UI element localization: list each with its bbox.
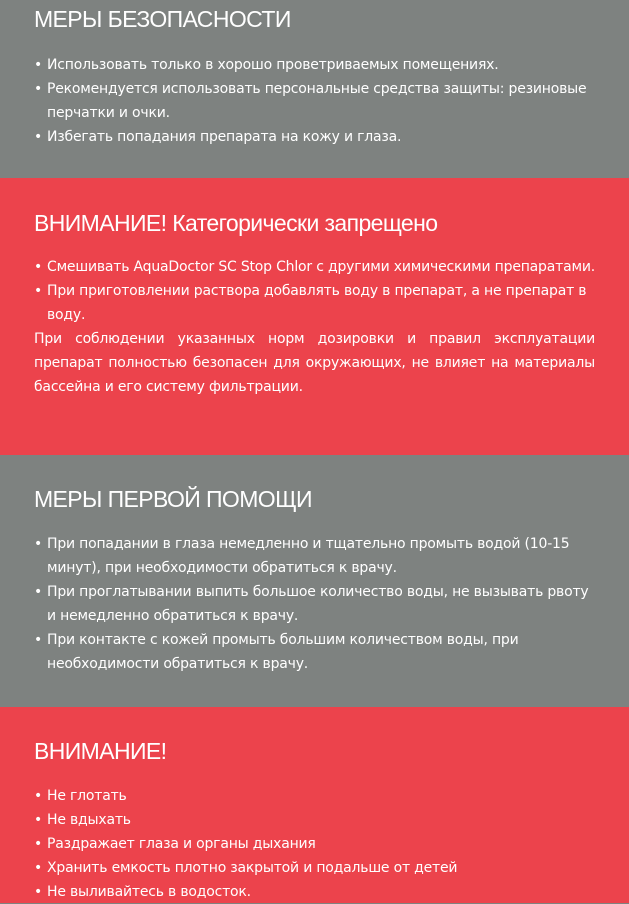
safety-note: При соблюдении указанных норм дозировки и правил эксплуатации препарат полностью безопасен для окружающих, не влияет на материалы бассейна и его систему фильтрации. [34,331,595,395]
list-item: • Использовать только в хорошо проветриваемых помещениях. [34,53,595,77]
safety-list [34,53,595,149]
list-item: • Раздражает глаза и органы дыхания [34,832,595,856]
first-aid-section [0,455,629,707]
prohibited-list [34,255,595,327]
warning-title: ВНИМАНИЕ! [34,738,167,764]
warning-section [0,707,629,903]
list-item: • Не вдыхать [34,808,595,832]
list-item: • Не выливайтесь в водосток. [34,880,595,904]
warning-list [34,784,595,904]
list-item: • Хранить емкость плотно закрытой и подальше от детей [34,856,595,880]
list-item: • Не глотать [34,784,595,808]
prohibited-title: ВНИМАНИЕ! Категорически запрещено [34,210,438,236]
list-item: • При попадании в глаза немедленно и тщательно промыть водой (10-15 минут), при необходимости обратиться к врачу. [34,532,595,580]
first-aid-title: МЕРЫ ПЕРВОЙ ПОМОЩИ [34,486,312,512]
safety-title: МЕРЫ БЕЗОПАСНОСТИ [34,6,291,32]
list-item: • При проглатывании выпить большое количество воды, не вызывать рвоту и немедленно обратиться к врачу. [34,580,595,628]
first-aid-list [34,532,595,676]
list-item: • При приготовлении раствора добавлять воду в препарат, а не препарат в воду. [34,279,595,327]
prohibited-section [0,178,629,455]
list-item: • Избегать попадания препарата на кожу и глаза. [34,125,595,149]
list-item: • Смешивать AquaDoctor SC Stop Chlor с другими химическими препаратами. [34,255,595,279]
list-item: • При контакте с кожей промыть большим количеством воды, при необходимости обратиться к врачу. [34,628,595,676]
safety-section [0,0,629,178]
list-item: • Рекомендуется использовать персональные средства защиты: резиновые перчатки и очки. [34,77,595,125]
